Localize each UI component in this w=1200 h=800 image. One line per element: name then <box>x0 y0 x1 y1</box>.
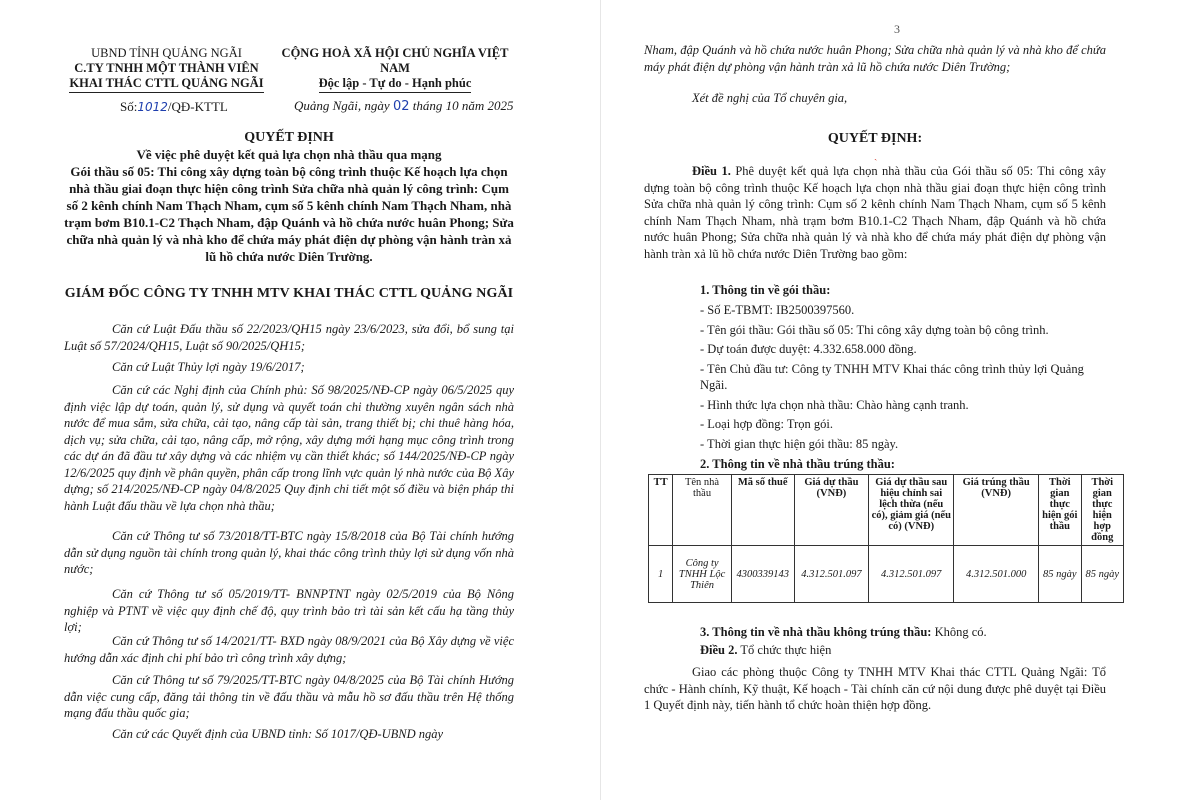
issuing-organization <box>64 46 269 93</box>
table-cell: 85 ngày <box>1081 546 1123 603</box>
table-cell: 85 ngày <box>1039 546 1081 603</box>
legal-basis-4: Căn cứ Thông tư số 73/2018/TT-BTC ngày 15/8/2018 của Bộ Tài chính hướng dẫn sử dụng nguồn tài chính trong quản lý, khai thác công trình thủy lợi sử dụng vốn nhà nước; <box>64 529 514 576</box>
list-item: - Tên Chủ đầu tư: Công ty TNHH MTV Khai thác công trình thủy lợi Quảng Ngãi. <box>700 361 1084 392</box>
list-item: - Hình thức lựa chọn nhà thầu: Chào hàng cạnh tranh. <box>700 397 969 412</box>
list-item: - Dự toán được duyệt: 4.332.658.000 đồng. <box>700 342 917 356</box>
legal-basis-8: Căn cứ các Quyết định của UBND tỉnh: Số 1017/QĐ-UBND ngày <box>112 727 444 741</box>
column-header: TT <box>649 475 673 546</box>
list-item: - Số E-TBMT: IB2500397560. <box>700 303 855 317</box>
legal-basis-3: Căn cứ các Nghị định của Chính phủ: Số 98/2025/NĐ-CP ngày 06/5/2025 quy định việc lập dự toán, quản lý, sử dụng và quyết toán chi thường xuyên ngân sách nhà nước để mua sắm, sửa chữa, cải tạo, nâng cấp tài sản, trang thiết bị; chi thuê hàng hóa, dịch vụ; sửa chữa, cải tạo, nâng cấp, mở rộng, xây dựng mới hạng mục công trình trong các dự án đã đầu tư xây dựng và các nhiệm vụ cần thiết khác; số 144/2025/NĐ-CP ngày 12/6/2025 quy định về phân quyền, phân cấp trong lĩnh vực quản lý nhà nước của Bộ Xây dựng; số 214/2025/NĐ-CP ngày 04/8/2025 Quy định chi tiết một số điều và biện pháp thi hành Luật đấu thầu về lựa chọn nhà thầu; <box>64 383 514 513</box>
legal-basis-7: Căn cứ Thông tư số 79/2025/TT-BTC ngày 04/8/2025 của Bộ Tài chính Hướng dẫn việc cung cấp, đăng tải thông tin về đấu thầu và mẫu hồ sơ đấu thầu trên Hệ thống mạng đấu thầu quốc gia; <box>64 673 514 720</box>
legal-basis-1: Căn cứ Luật Đấu thầu số 22/2023/QH15 ngày 23/6/2023, sửa đổi, bổ sung tại Luật số 57/2024/QH15, Luật số 90/2025/QH15; <box>64 322 514 353</box>
column-header: Mã số thuế <box>731 475 794 546</box>
table-row <box>649 546 1124 603</box>
legal-basis-6: Căn cứ Thông tư số 14/2021/TT- BXD ngày 08/9/2021 của Bộ Xây dựng về việc hướng dẫn xác định chi phí bảo trì công trình xây dựng; <box>64 634 514 665</box>
page-divider <box>600 0 601 800</box>
nation-name: CỘNG HOÀ XÃ HỘI CHỦ NGHĨA VIỆT NAM <box>281 46 509 75</box>
list-item: - Loại hợp đồng: Trọn gói. <box>700 417 834 431</box>
article-2-body: Giao các phòng thuộc Công ty TNHH MTV Khai thác CTTL Quảng Ngãi: Tổ chức - Hành chính, Kỹ thuật, Kế hoạch - Tài chính căn cứ nội dung được phê duyệt tại Điều 1 Quyết định này, tiến hành tổ chức hoàn thiện hợp đồng. <box>644 665 1106 712</box>
decision-heading: QUYẾT ĐỊNH: <box>827 131 923 146</box>
legal-basis-2: Căn cứ Luật Thủy lợi ngày 19/6/2017; <box>112 360 305 374</box>
table-cell: 4.312.501.000 <box>954 546 1039 603</box>
package-info-list <box>700 302 1110 452</box>
table-cell: 4.312.501.097 <box>794 546 869 603</box>
article-1: Điều 1. Phê duyệt kết quả lựa chọn nhà thầu của Gói thầu số 05: Thi công xây dựng toàn bộ công trình thuộc Kế hoạch lựa chọn nhà thầu giai đoạn thực hiện công trình Sửa chữa nhà quản lý công trình: Cụm số 2 kênh chính Nam Thạch Nham, cụm số 5 kênh chính Nam Thạch Nham, nhà trạm bơm B10.1-C2 Thạch Nham, đập Quánh và hồ chứa nước huân Phong; Sửa chữa nhà quản lý và nhà kho để chứa máy phát điện dự phòng vận hành tràn xả lũ hồ chứa nước Diên Trường bao gồm: <box>644 164 1107 261</box>
table-cell: 4300339143 <box>731 546 794 603</box>
org-line-3: KHAI THÁC CTTL QUẢNG NGÃI <box>69 76 263 93</box>
legal-basis-5: Căn cứ Thông tư số 05/2019/TT- BNNPTNT ngày 02/5/2019 của Bộ Nông nghiệp và PTNT về việc quy định chế độ, quy trình bảo trì tài sản kết cấu hạ tầng thủy lợi; <box>64 587 514 634</box>
table-cell: Công ty TNHH Lộc Thiên <box>673 546 732 603</box>
column-header: Giá trúng thầu (VNĐ) <box>954 475 1039 546</box>
column-header: Giá dự thầu (VNĐ) <box>794 475 869 546</box>
handwritten-number: 1012 <box>137 100 168 114</box>
nation-motto: Độc lập - Tự do - Hạnh phúc <box>319 76 472 93</box>
proposal-line: Xét đề nghị của Tổ chuyên gia, <box>692 91 848 105</box>
winning-bidder-table <box>648 474 1124 603</box>
table-cell: 4.312.501.097 <box>869 546 954 603</box>
list-item: - Thời gian thực hiện gói thầu: 85 ngày. <box>700 436 899 451</box>
decision-title: QUYẾT ĐỊNH <box>244 130 334 145</box>
decision-subject: Về việc phê duyệt kết quả lựa chọn nhà thầu qua mạng Gói thầu số 05: Thi công xây dựng toàn bộ công trình thuộc Kế hoạch lựa chọn nhà thầu giai đoạn thực hiện công trình Sửa chữa nhà quản lý công trình: Cụm số 2 kênh chính Nam Thạch Nham, cụm số 5 kênh chính Nam Thạch Nham, nhà trạm bơm B10.1-C2 Thạch Nham, đập Quánh và hồ chứa nước huân Phong; Sửa chữa nhà quản lý và nhà kho để chứa máy phát điện dự phòng vận hành tràn xả lũ hồ chứa nước Diên Trường. <box>64 147 514 264</box>
column-header: Giá dự thầu sau hiệu chỉnh sai lệch thừa (nếu có), giảm giá (nếu có) (VNĐ) <box>869 475 954 546</box>
section-1-heading: 1. Thông tin về gói thầu: <box>700 283 831 297</box>
column-header: Tên nhà thầu <box>673 475 732 546</box>
page-number: 3 <box>894 22 900 36</box>
right-page <box>644 0 1134 800</box>
section-2-heading: 2. Thông tin về nhà thầu trúng thầu: <box>700 457 895 471</box>
section-3: 3. Thông tin về nhà thầu không trúng thầu: Không có. <box>700 625 987 639</box>
pen-mark-icon: ˏ <box>874 150 878 161</box>
document-date: Quảng Ngãi, ngày 02 tháng 10 năm 2025 <box>294 98 514 114</box>
handwritten-day: 02 <box>392 99 410 114</box>
org-line-1: UBND TỈNH QUẢNG NGÃI <box>91 46 242 60</box>
table-cell: 1 <box>649 546 673 603</box>
director-heading: GIÁM ĐỐC CÔNG TY TNHH MTV KHAI THÁC CTTL QUẢNG NGÃI <box>64 286 514 301</box>
org-line-2: C.TY TNHH MỘT THÀNH VIÊN <box>74 61 259 75</box>
column-header: Thời gian thực hiện hợp đồng <box>1081 475 1123 546</box>
left-page <box>64 40 514 800</box>
continued-text: Nham, đập Quánh và hồ chứa nước huân Phong; Sửa chữa nhà quản lý và nhà kho để chứa máy phát điện dự phòng vận hành tràn xả lũ hồ chứa nước Diên Trường; <box>644 43 1106 74</box>
table-header-row <box>649 475 1124 546</box>
document-number: Số:1012/QĐ-KTTL <box>120 99 228 114</box>
article-2-heading: Điều 2. Tổ chức thực hiện <box>700 643 832 657</box>
column-header: Thời gian thực hiện gói thầu <box>1039 475 1081 546</box>
national-header <box>270 46 520 93</box>
list-item: - Tên gói thầu: Gói thầu số 05: Thi công xây dựng toàn bộ công trình. <box>700 322 1049 337</box>
